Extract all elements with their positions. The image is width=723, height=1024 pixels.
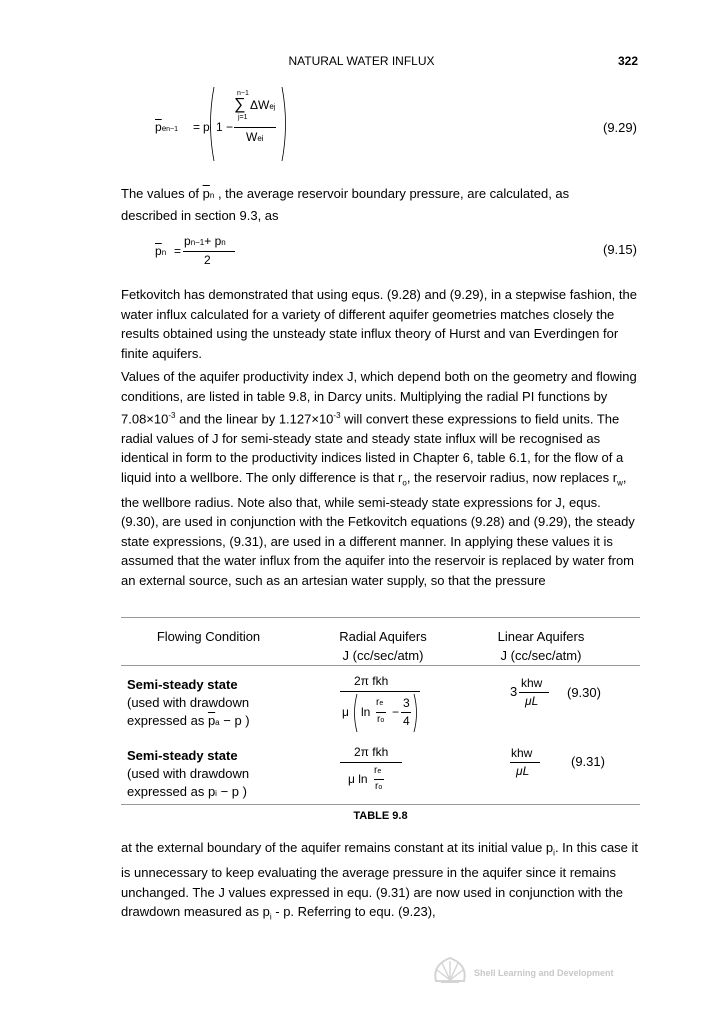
equation-number-9-30: (9.30) [567,685,601,700]
fraction-bar [519,692,549,693]
fraction-bar [374,779,384,780]
footer-brand-text: Shell Learning and Development [474,968,614,978]
eq-pi: pi [203,120,212,134]
paragraph-fetkovitch: Fetkovitch has demonstrated that using equs. (9.28) and (9.29), in a stepwise fashion, the water influx calculated for a variety of different aquifer geometries matches closely the results obtained using the unsteady state influx theory of Hurst and van Everdingen for finite aquifers. [121,287,637,361]
paragraph-external-boundary: at the external boundary of the aquifer remains constant at its initial value $p_i$. In this case it is unnecessary to keep evaluating the average pressure in the aquifer since it remains unchanged. The J values expressed in equ. (9.31) are now used in conjunction with the drawdown measured as $p_i$ - p. Referring to equ. (9.23), [121,840,639,922]
fraction-bar [340,762,402,763]
equation-9-15 [155,234,265,270]
table-row-radial-expression: 2π fkh μ ln re ro [340,745,420,800]
fraction-bar [510,762,540,763]
equation-number-9-31: (9.31) [571,754,605,769]
running-header: NATURAL WATER INFLUX [288,54,435,68]
table-header-linear: Linear Aquifers J (cc/sec/atm) [497,629,585,663]
bracket-right-icon [412,693,420,733]
table-row-condition: Semi-steady state (used with drawdown expressed as $\overline{p}a - p$ ) [127,677,250,728]
paragraph-boundary-pressure: The values of $\overline{p}n$ , the average reservoir boundary pressure, are calculated, as described in section 9.3, as [121,186,570,223]
eq-delta-w: ΔWej [250,98,276,112]
equation-number-9-15: (9.15) [603,242,637,257]
eq-denominator: 2 [204,253,211,267]
sum-lower-limit: j=1 [238,114,248,121]
table-caption: TABLE 9.8 [353,810,408,822]
eq-lhs: $\overline{p}n$ [155,244,167,258]
paragraph-productivity-index: Values of the aquifer productivity index J, which depend both on the geometry and flowing conditions, are listed in table 9.8, in Darcy units. Multiplying the radial PI functions by $7.08\times 10^{-3}$ and the linear by $1.127\times 10^{-3}$ will convert these expressions to field units. The radial values of J for semi-steady state and steady state influx will be recognised as identical in form to the productivity indices listed in Chapter 6, table 6.1, for the flow of a liquid into a wellbore. The only difference is that $r_o$, the reservoir radius, now replaces $r_w$, the wellbore radius. Note also that, while semi-steady state expressions for J, equs. (9.30), are used in conjunction with the Fetkovitch equations (9.28) and (9.29), the steady state expressions, (9.31), are used in a different manner. In applying these values it is assumed that the water influx from the aquifer into the reservoir is replaced by water from an external source, such as an artesian water supply, so that the pressure [121,369,637,588]
sum-sign-icon: ∑ [234,96,246,113]
table-row-radial-expression: 2π fkh μ ln re ro − 3 4 [340,674,430,734]
bracket-right-icon [280,86,290,162]
table-row-condition: Semi-steady state (used with drawdown expressed as pi − p ) [127,748,250,799]
table-row-linear-expression: khw μL [510,746,550,786]
eq-numerator: pn−1+ pn [184,234,226,248]
table-rule-header [121,665,640,666]
eq-one-minus: 1 − [216,120,234,134]
fraction-bar [376,712,386,713]
shell-logo-icon [432,955,468,985]
table-row-linear-expression: 3 khw μL [510,676,560,716]
eq-fraction-bar [234,127,276,128]
table-header-flowing-condition: Flowing Condition [156,629,261,644]
sum-upper-limit: n−1 [237,90,249,97]
equation-number-9-29: (9.29) [603,120,637,135]
eq-denominator: Wei [246,130,264,144]
equation-9-29 [150,84,300,164]
page-number: 322 [617,54,638,68]
table-rule-bottom [121,804,640,805]
bracket-left-icon [351,693,359,733]
table-header-radial: Radial Aquifers J (cc/sec/atm) [339,629,427,663]
table-rule-top [121,617,640,618]
fraction-bar [401,712,411,713]
fraction-bar [340,691,420,692]
eq-equals: = [174,244,182,258]
eq-fraction-bar [183,251,235,252]
eq-lhs: $\overline{p}en-1$ [155,120,179,134]
eq-equals: = [193,120,201,134]
